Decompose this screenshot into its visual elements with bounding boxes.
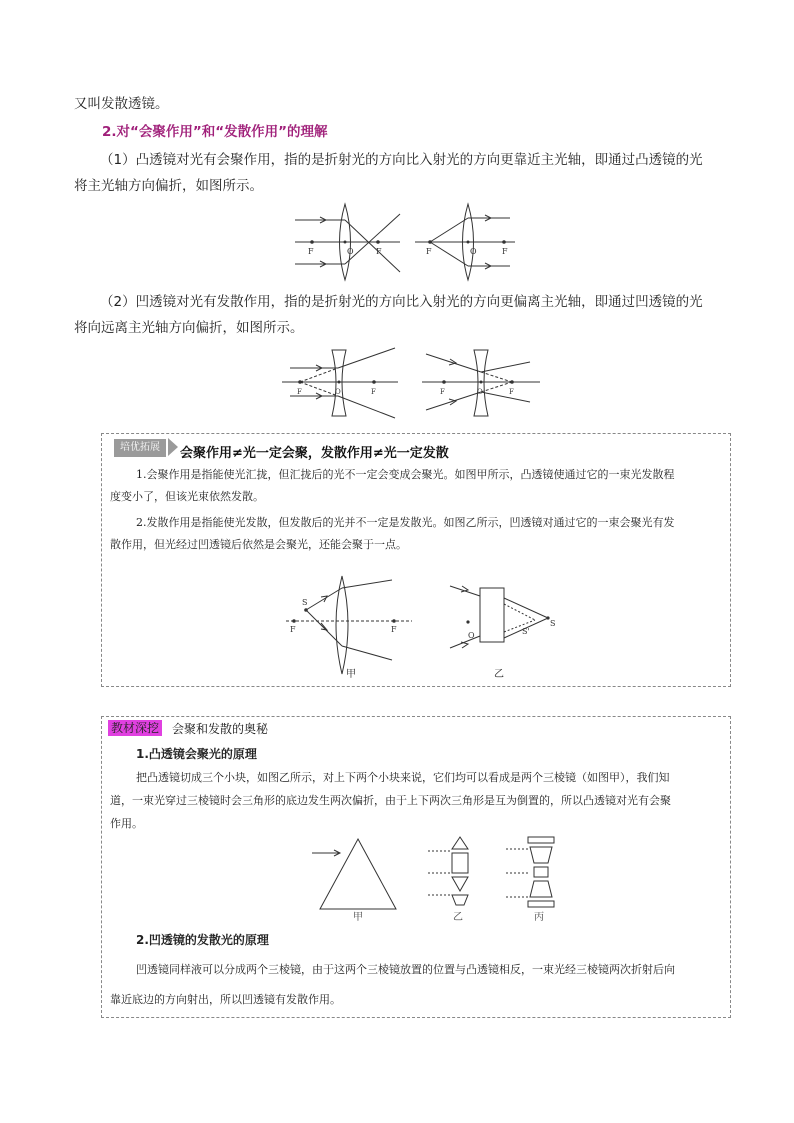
subheading-concave-principle: 2.凹透镜的发散光的原理 bbox=[136, 933, 269, 947]
figure-yi bbox=[440, 582, 576, 664]
extension-box bbox=[101, 433, 731, 687]
label-f: F bbox=[440, 388, 445, 396]
extension-item2-line2: 散作用，但光经过凹透镜后依然是会聚光，还能会聚于一点。 bbox=[110, 538, 407, 551]
intro-line: 又叫发散透镜。 bbox=[74, 96, 169, 112]
convex-principle-line3: 作用。 bbox=[110, 817, 143, 830]
concave-principle-line2: 靠近底边的方向射出，所以凹透镜有发散作用。 bbox=[110, 993, 341, 1006]
label-o: O bbox=[477, 388, 483, 396]
extension-title: 会聚作用≠光一定会聚，发散作用≠光一定发散 bbox=[180, 446, 449, 461]
tag-arrow-icon bbox=[168, 438, 178, 456]
label-o: O bbox=[335, 388, 341, 396]
paragraph-converging-1: （1）凸透镜对光有会聚作用，指的是折射光的方向比入射光的方向更靠近主光轴，即通过凸透镜的光 bbox=[100, 152, 703, 168]
convex-lens-diagram bbox=[290, 202, 520, 284]
paragraph-converging-2: 将主光轴方向偏折，如图所示。 bbox=[74, 178, 263, 194]
label-o: O bbox=[347, 247, 354, 256]
extension-item1-line2: 度变小了，但该光束依然发散。 bbox=[110, 490, 264, 503]
label-o: O bbox=[468, 631, 475, 640]
label-o: O bbox=[470, 247, 477, 256]
prism-diagram bbox=[298, 835, 568, 919]
label-f: F bbox=[376, 247, 382, 256]
extension-tag: 培优拓展 bbox=[114, 439, 166, 457]
label-s: S bbox=[302, 598, 308, 607]
subheading-convex-principle: 1.凸透镜会聚光的原理 bbox=[136, 747, 257, 761]
caption-prism-bing: 丙 bbox=[534, 912, 544, 923]
section-heading: 2.对“会聚作用”和“发散作用”的理解 bbox=[102, 124, 328, 140]
label-f: F bbox=[502, 247, 508, 256]
label-s: S bbox=[550, 619, 556, 628]
label-f: F bbox=[308, 247, 314, 256]
label-f: F bbox=[297, 388, 302, 396]
convex-principle-line1: 把凸透镜切成三个小块，如图乙所示，对上下两个小块来说，它们均可以看成是两个三棱镜（如图甲），我们知 bbox=[136, 771, 670, 784]
caption-yi: 乙 bbox=[494, 669, 504, 680]
label-f: F bbox=[509, 388, 514, 396]
convex-principle-line2: 道，一束光穿过三棱镜时会三角形的底边发生两次偏折，由于上下两次三角形是互为倒置的，所以凸透镜对光有会聚 bbox=[110, 794, 671, 807]
textbook-title: 会聚和发散的奥秘 bbox=[172, 722, 269, 736]
caption-prism-yi: 乙 bbox=[453, 912, 463, 923]
textbook-box bbox=[101, 716, 731, 1018]
extension-item2-line1: 2.发散作用是指能使光发散，但发散后的光并不一定是发散光。如图乙所示，凹透镜对通过它的一束会聚光有发 bbox=[136, 516, 675, 529]
textbook-tag: 教材深挖 bbox=[108, 720, 162, 736]
label-f: F bbox=[391, 625, 397, 634]
caption-prism-jia: 甲 bbox=[353, 912, 363, 923]
concave-lens-diagram bbox=[280, 346, 542, 422]
label-s-prime: S' bbox=[522, 627, 530, 636]
extension-item1-line1: 1.会聚作用是指能使光汇拢，但汇拢后的光不一定会变成会聚光。如图甲所示，凸透镜使通过它的一束光发散程 bbox=[136, 468, 675, 481]
label-f: F bbox=[426, 247, 432, 256]
label-f: F bbox=[371, 388, 376, 396]
concave-principle-line1: 凹透镜同样液可以分成两个三棱镜，由于这两个三棱镜放置的位置与凸透镜相反，一束光经三棱镜两次折射后向 bbox=[136, 963, 675, 976]
caption-jia: 甲 bbox=[346, 669, 356, 680]
paragraph-diverging-1: （2）凹透镜对光有发散作用，指的是折射光的方向比入射光的方向更偏离主光轴，即通过凹透镜的光 bbox=[100, 294, 703, 310]
label-f: F bbox=[290, 625, 296, 634]
paragraph-diverging-2: 将向远离主光轴方向偏折，如图所示。 bbox=[74, 320, 304, 336]
